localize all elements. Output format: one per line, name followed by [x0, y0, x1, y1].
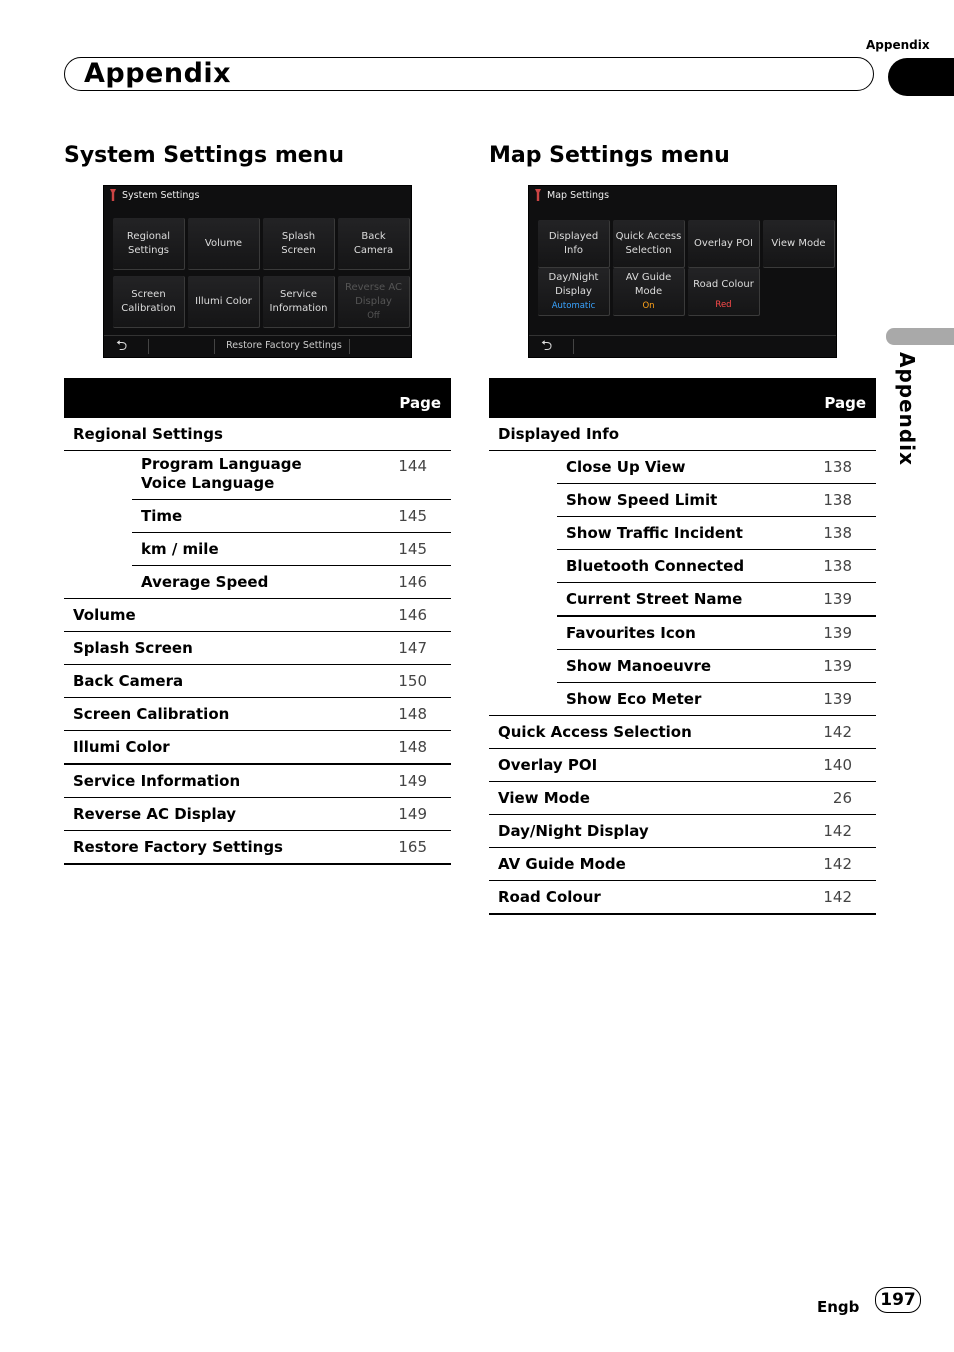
indent: [489, 616, 557, 650]
table-row: [64, 764, 451, 798]
row-name: Bluetooth Connected: [557, 550, 791, 583]
table-row: [489, 650, 876, 683]
reverse-ac-display-button[interactable]: [338, 276, 410, 328]
row-name: Show Speed Limit: [557, 484, 791, 517]
footer-page-number: 197: [875, 1287, 921, 1313]
row-name: km / mile: [132, 533, 366, 566]
overlay-poi-button[interactable]: [688, 220, 760, 268]
row-page: 147: [366, 632, 451, 665]
menu-button-grid: [538, 220, 835, 316]
divider: [573, 339, 574, 354]
row-page: 146: [366, 566, 451, 599]
table-row: [64, 665, 451, 698]
table-row: [489, 451, 876, 484]
table-row: [489, 815, 876, 848]
row-page: 140: [791, 749, 876, 782]
row-name: Regional Settings: [64, 418, 366, 451]
row-name: Close Up View: [557, 451, 791, 484]
row-name: Average Speed: [132, 566, 366, 599]
button-label: AV Guide Mode: [625, 271, 672, 297]
map-settings-heading: [489, 143, 730, 168]
row-page: 142: [791, 716, 876, 749]
system-settings-heading-a: System Settings: [64, 143, 268, 168]
back-camera-button[interactable]: [338, 218, 410, 270]
screen-bottom-bar: [104, 335, 411, 357]
table-row: [64, 632, 451, 665]
button-label: View Mode: [771, 237, 826, 249]
system-settings-table: [64, 378, 451, 865]
table-row: [489, 550, 876, 583]
row-page: 26: [791, 782, 876, 815]
row-page: 150: [366, 665, 451, 698]
table-row: [64, 566, 451, 599]
row-page: 138: [791, 517, 876, 550]
row-name: Volume: [64, 599, 366, 632]
system-settings-heading: [64, 143, 344, 168]
row-page: 145: [366, 533, 451, 566]
indent: [489, 484, 557, 517]
table-row: [64, 451, 451, 500]
indent: [489, 650, 557, 683]
row-name-line1: Program Language: [141, 455, 302, 473]
row-page: 138: [791, 484, 876, 517]
row-page: 142: [791, 848, 876, 881]
page-column-header: Page: [489, 378, 876, 418]
restore-factory-settings-button[interactable]: Restore Factory Settings: [226, 340, 342, 351]
map-settings-screenshot: [528, 185, 837, 358]
row-name: Show Eco Meter: [557, 683, 791, 716]
row-name: Current Street Name: [557, 583, 791, 617]
table-row: [64, 798, 451, 831]
screen-bottom-bar: [529, 335, 836, 357]
row-page: 149: [366, 764, 451, 798]
row-name: Show Traffic Incident: [557, 517, 791, 550]
row-name: Reverse AC Display: [64, 798, 366, 831]
button-label: Splash Screen: [281, 230, 316, 256]
row-name: Splash Screen: [64, 632, 366, 665]
row-page: 138: [791, 550, 876, 583]
table-row: [489, 749, 876, 782]
row-name: Screen Calibration: [64, 698, 366, 731]
row-page: 139: [791, 650, 876, 683]
button-value: Automatic: [551, 300, 596, 311]
row-name: Illumi Color: [64, 731, 366, 765]
row-page: 138: [791, 451, 876, 484]
back-icon[interactable]: ⮌: [541, 338, 553, 354]
screen-title-bar: [535, 189, 609, 201]
table-row: [64, 500, 451, 533]
button-label: Screen Calibration: [121, 288, 176, 314]
button-label: Day/Night Display: [548, 271, 599, 297]
row-name: Quick Access Selection: [489, 716, 791, 749]
row-name: Displayed Info: [489, 418, 791, 451]
row-page: 142: [791, 815, 876, 848]
row-name: Service Information: [64, 764, 366, 798]
row-page: [791, 418, 876, 451]
indent: [64, 533, 132, 566]
map-settings-table: [489, 378, 876, 915]
settings-icon: [535, 189, 541, 201]
row-page: 144: [366, 451, 451, 500]
regional-settings-button[interactable]: [113, 218, 185, 270]
chapter-title: Appendix: [84, 58, 232, 89]
row-name: Overlay POI: [489, 749, 791, 782]
screen-title-bar: [110, 189, 199, 201]
row-page: 148: [366, 698, 451, 731]
table-row: [489, 616, 876, 650]
table-row: [64, 418, 451, 451]
indent: [64, 566, 132, 599]
row-name: AV Guide Mode: [489, 848, 791, 881]
button-label: Overlay POI: [694, 237, 753, 249]
row-page: 139: [791, 683, 876, 716]
indent: [64, 451, 132, 500]
table-row: [489, 517, 876, 550]
quick-access-selection-button[interactable]: [613, 220, 685, 268]
table-row: [489, 848, 876, 881]
row-page: 149: [366, 798, 451, 831]
row-name: Road Colour: [489, 881, 791, 915]
table-row: [489, 881, 876, 915]
view-mode-button[interactable]: [763, 220, 835, 268]
button-label: Reverse AC Display: [344, 281, 403, 307]
table-row: [489, 418, 876, 451]
table-row: [489, 583, 876, 617]
table-row: [64, 831, 451, 865]
row-name: Restore Factory Settings: [64, 831, 366, 865]
row-page: [366, 418, 451, 451]
illumi-color-button[interactable]: [188, 276, 260, 328]
indent: [489, 517, 557, 550]
button-label: Volume: [204, 237, 243, 249]
map-settings-heading-a: Map Settings: [489, 143, 653, 168]
indent: [489, 683, 557, 716]
row-name: View Mode: [489, 782, 791, 815]
row-name-line2: Voice Language: [141, 474, 275, 492]
day-night-display-button[interactable]: [538, 268, 610, 316]
button-label: Displayed Info: [548, 230, 599, 256]
page-column-header: Page: [64, 378, 451, 418]
row-page: 139: [791, 583, 876, 617]
divider: [148, 339, 149, 354]
row-name: [132, 451, 366, 500]
system-settings-screenshot: [103, 185, 412, 358]
button-label: Regional Settings: [126, 230, 171, 256]
table-row: [489, 716, 876, 749]
chapter-tab-marker: [888, 58, 954, 96]
row-page: 165: [366, 831, 451, 865]
indent: [64, 500, 132, 533]
indent: [489, 583, 557, 617]
divider: [349, 339, 350, 354]
map-settings-heading-b: menu: [660, 143, 730, 168]
row-name: Show Manoeuvre: [557, 650, 791, 683]
table-row: [64, 599, 451, 632]
system-settings-heading-b: menu: [274, 143, 344, 168]
side-tab-marker: [886, 328, 954, 345]
road-colour-button[interactable]: [688, 268, 760, 316]
screen-title: System Settings: [122, 189, 200, 201]
table-row: [489, 683, 876, 716]
button-label: Illumi Color: [195, 295, 252, 307]
av-guide-mode-button[interactable]: [613, 268, 685, 316]
footer-language: Engb: [817, 1298, 860, 1316]
splash-screen-button[interactable]: [263, 218, 335, 270]
table-row: [64, 533, 451, 566]
button-value: Red: [715, 299, 732, 310]
side-tab-label: Appendix: [895, 352, 919, 466]
button-value: Off: [367, 310, 380, 321]
service-information-button[interactable]: [263, 276, 335, 328]
button-value: On: [642, 300, 655, 311]
table-row: [64, 731, 451, 765]
back-icon[interactable]: ⮌: [116, 338, 128, 354]
button-label: Service Information: [269, 288, 328, 314]
indent: [489, 550, 557, 583]
row-page: 148: [366, 731, 451, 765]
screen-title: Map Settings: [547, 189, 610, 201]
menu-button-grid: [113, 218, 410, 328]
row-name: Day/Night Display: [489, 815, 791, 848]
running-header-label: Appendix: [866, 38, 930, 52]
button-label: Back Camera: [353, 230, 394, 256]
row-name: Back Camera: [64, 665, 366, 698]
table-row: [489, 782, 876, 815]
table-row: [489, 484, 876, 517]
row-page: 146: [366, 599, 451, 632]
table-row: [64, 698, 451, 731]
displayed-info-button[interactable]: [538, 220, 610, 268]
button-label: Quick Access Selection: [615, 230, 682, 256]
settings-icon: [110, 189, 116, 201]
volume-button[interactable]: [188, 218, 260, 270]
row-page: 142: [791, 881, 876, 915]
row-page: 145: [366, 500, 451, 533]
screen-calibration-button[interactable]: [113, 276, 185, 328]
row-page: 139: [791, 616, 876, 650]
row-name: Favourites Icon: [557, 616, 791, 650]
button-label: Road Colour: [693, 278, 754, 290]
indent: [489, 451, 557, 484]
row-name: Time: [132, 500, 366, 533]
